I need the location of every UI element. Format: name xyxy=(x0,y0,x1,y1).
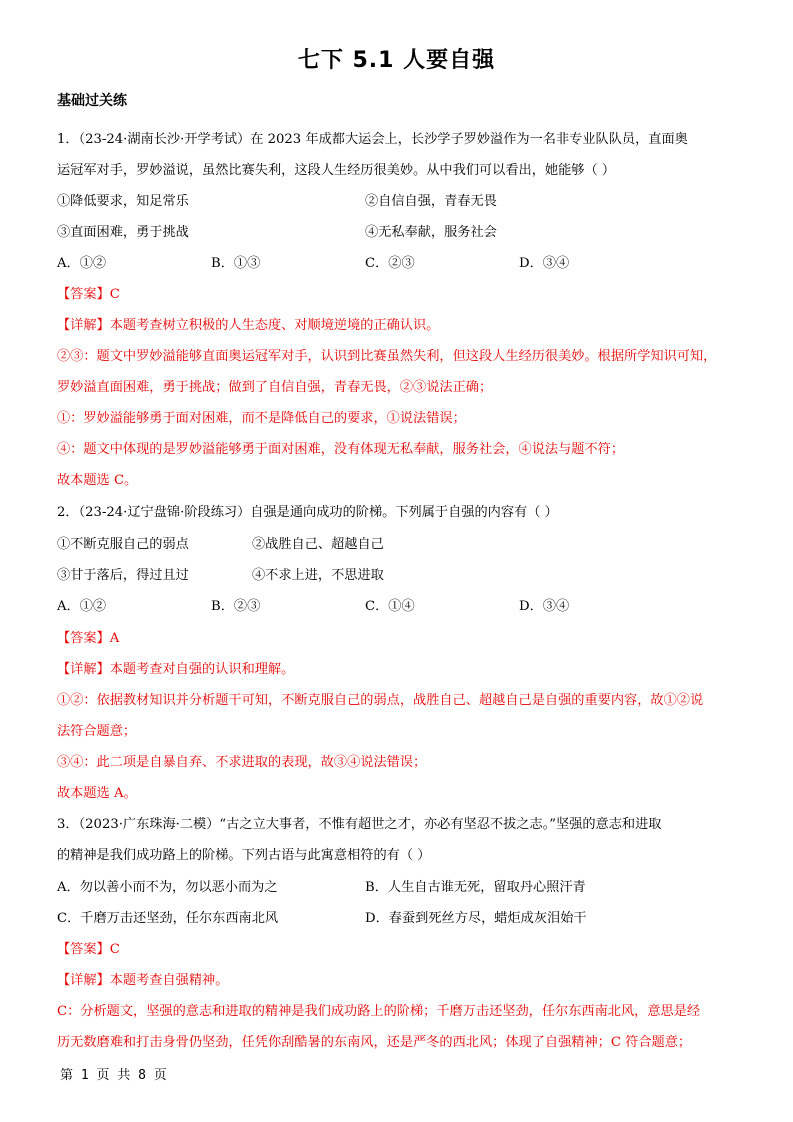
question-stem: 运冠军对手，罗妙溢说，虽然比赛失利，这段人生经历很美妙。从中我们可以看出，她能够（ ） xyxy=(57,163,616,178)
choice-option: D．③④ xyxy=(519,599,570,614)
question-stem: 2．（23-24·辽宁盘锦·阶段练习）自强是通向成功的阶梯。下列属于自强的内容有（ ） xyxy=(57,505,558,520)
explanation-line: ③④：此二项是自暴自弃、不求进取的表现，故③④说法错误； xyxy=(57,755,427,770)
explanation-line: 故本题选 A。 xyxy=(57,786,137,801)
explanation-line: 【详解】本题考查自强精神。 xyxy=(57,973,229,988)
choice-option: B．①③ xyxy=(211,256,261,271)
explanation-line: 历无数磨难和打击身骨仍坚劲，任凭你刮酷暑的东南风，还是严冬的西北风；体现了自强精神；C 符合题意； xyxy=(57,1035,692,1050)
statement-item: ①不断克服自己的弱点 xyxy=(57,537,189,552)
section-heading: 基础过关练 xyxy=(57,93,127,109)
explanation-line: 故本题选 C。 xyxy=(57,473,138,488)
explanation-line: 法符合题意； xyxy=(57,724,137,739)
page-footer: 第 1 页 共 8 页 xyxy=(60,1068,167,1083)
statement-item: ②自信自强，青春无畏 xyxy=(365,194,497,209)
statement-item: ③甘于落后，得过且过 xyxy=(57,568,189,583)
explanation-line: ④：题文中体现的是罗妙溢能够勇于面对困难，没有体现无私奉献，服务社会，④说法与题不符； xyxy=(57,442,625,457)
choice-option: D．春蚕到死丝方尽，蜡炬成灰泪始干 xyxy=(365,911,587,926)
question-stem: 1．（23-24·湖南长沙·开学考试）在 2023 年成都大运会上，长沙学子罗妙溢作为一名非专业队队员，直面奥 xyxy=(57,132,688,147)
explanation-line: ①：罗妙溢能够勇于面对困难，而不是降低自己的要求，①说法错误； xyxy=(57,411,466,426)
explanation-line: ①②：依据教材知识并分析题干可知，不断克服自己的弱点，战胜自己、超越自己是自强的重要内容，故①②说 xyxy=(57,693,704,708)
statement-item: ④不求上进，不思进取 xyxy=(252,568,384,583)
choice-option: A．勿以善小而不为，勿以恶小而为之 xyxy=(57,880,278,895)
question-stem: 3．（2023·广东珠海·二模）“古之立大事者，不惟有超世之才，亦必有坚忍不拔之志。”坚强的意志和进取 xyxy=(57,817,662,832)
choice-option: C．②③ xyxy=(365,256,415,271)
statement-item: ③直面困难，勇于挑战 xyxy=(57,225,189,240)
statement-item: ①降低要求，知足常乐 xyxy=(57,194,189,209)
explanation-line: C：分析题文，坚强的意志和进取的精神是我们成功路上的阶梯；千磨万击还坚劲，任尔东西南北风，意思是经 xyxy=(57,1004,701,1019)
explanation-line: 【详解】本题考查对自强的认识和理解。 xyxy=(57,662,295,677)
explanation-line: 罗妙溢直面困难，勇于挑战；做到了自信自强，青春无畏，②③说法正确； xyxy=(57,380,493,395)
choice-option: B．②③ xyxy=(211,599,261,614)
choice-option: C．千磨万击还坚劲，任尔东西南北风 xyxy=(57,911,279,926)
choice-option: A．①② xyxy=(57,256,107,271)
answer-label: 【答案】C xyxy=(57,942,120,957)
answer-label: 【答案】A xyxy=(57,631,120,646)
statement-item: ②战胜自己、超越自己 xyxy=(252,537,384,552)
answer-label: 【答案】C xyxy=(57,287,120,302)
explanation-line: 【详解】本题考查树立积极的人生态度、对顺境逆境的正确认识。 xyxy=(57,318,440,333)
statement-item: ④无私奉献，服务社会 xyxy=(365,225,497,240)
choice-option: B．人生自古谁无死，留取丹心照汗青 xyxy=(365,880,586,895)
choice-option: A．①② xyxy=(57,599,107,614)
page-title: 七下 5.1 人要自强 xyxy=(297,48,496,73)
choice-option: C．①④ xyxy=(365,599,415,614)
question-stem: 的精神是我们成功路上的阶梯。下列古语与此寓意相符的有（ ） xyxy=(57,848,431,863)
choice-option: D．③④ xyxy=(519,256,570,271)
explanation-line: ②③：题文中罗妙溢能够直面奥运冠军对手，认识到比赛虽然失利，但这段人生经历很美妙。根据所学知识可知， xyxy=(57,349,717,364)
